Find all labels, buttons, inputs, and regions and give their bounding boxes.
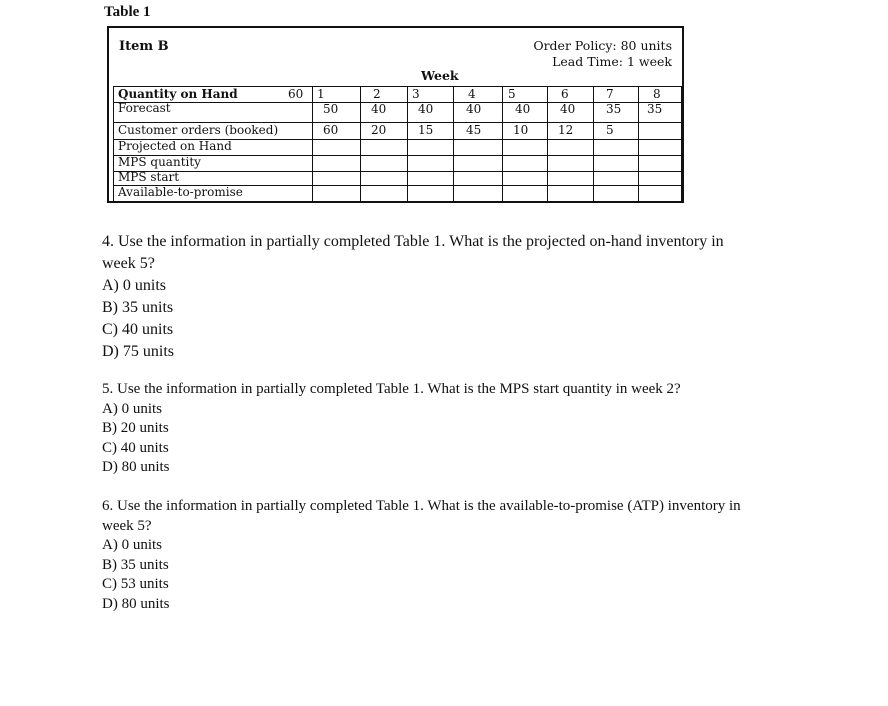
- atp-label: Available-to-promise: [118, 185, 243, 199]
- question-6: [102, 497, 741, 614]
- item-label: Item B: [119, 39, 169, 54]
- order-cell: 20: [360, 122, 408, 139]
- option-c: C) 40 units: [102, 321, 174, 338]
- empty-cell: [502, 171, 548, 185]
- empty-cell: [502, 155, 548, 171]
- order-policy: Order Policy: 80 units: [533, 38, 672, 53]
- forecast-cell: 40: [407, 102, 454, 122]
- row-projected: [114, 139, 681, 156]
- order-cell: 10: [502, 122, 548, 139]
- row-weeks: [114, 87, 681, 103]
- empty-cell: [453, 171, 503, 185]
- empty-cell: [547, 185, 594, 201]
- empty-cell: [638, 139, 684, 155]
- empty-cell: [547, 139, 594, 155]
- option-a: A) 0 units: [102, 400, 162, 417]
- mps-table: [107, 26, 684, 203]
- option-a: A) 0 units: [102, 537, 162, 553]
- mps-quantity-label: MPS quantity: [118, 155, 201, 169]
- week-cell: 2: [360, 87, 408, 102]
- forecast-cell: 40: [547, 102, 594, 122]
- projected-label: Projected on Hand: [118, 139, 232, 153]
- empty-cell: [502, 185, 548, 201]
- question-5: [102, 380, 681, 478]
- empty-cell: [593, 139, 639, 155]
- empty-cell: [453, 185, 503, 201]
- option-c: C) 40 units: [102, 439, 169, 456]
- week-cell: 5: [502, 87, 548, 102]
- order-cell: [638, 122, 684, 139]
- empty-cell: [407, 155, 454, 171]
- row-mps-start: [114, 171, 681, 186]
- order-cell: 5: [593, 122, 639, 139]
- empty-cell: [502, 139, 548, 155]
- row-atp: [114, 185, 681, 201]
- week-cell: 1: [312, 87, 361, 102]
- empty-cell: [407, 185, 454, 201]
- option-b: B) 35 units: [102, 556, 169, 573]
- forecast-cell: 40: [502, 102, 548, 122]
- order-cell: 15: [407, 122, 454, 139]
- row-mps-quantity: [114, 155, 681, 172]
- week-cell: 7: [593, 87, 639, 102]
- week-cell: 3: [407, 87, 454, 102]
- empty-cell: [312, 185, 361, 201]
- empty-cell: [312, 171, 361, 185]
- empty-cell: [593, 171, 639, 185]
- empty-cell: [360, 139, 408, 155]
- question-4-text-cont: week 5?: [102, 255, 155, 272]
- mps-grid: [113, 86, 682, 202]
- lead-time: Lead Time: 1 week: [552, 54, 672, 69]
- empty-cell: [312, 139, 361, 155]
- question-6-text: 6. Use the information in partially completed Table 1. What is the available-to-promise (ATP) inventory in: [102, 498, 741, 514]
- policy-block: [533, 38, 672, 70]
- option-b: B) 20 units: [102, 420, 169, 436]
- forecast-cell: 35: [638, 102, 684, 122]
- empty-cell: [360, 171, 408, 185]
- empty-cell: [312, 155, 361, 171]
- forecast-cell: 35: [593, 102, 639, 122]
- empty-cell: [453, 155, 503, 171]
- quantity-on-hand-value: 60: [288, 87, 304, 101]
- empty-cell: [547, 171, 594, 185]
- forecast-cell: 50: [312, 102, 361, 122]
- option-a: A) 0 units: [102, 277, 166, 294]
- question-4: [102, 231, 724, 363]
- empty-cell: [638, 171, 684, 185]
- week-cell: 6: [547, 87, 594, 102]
- table-title: Table 1: [104, 4, 151, 20]
- empty-cell: [453, 139, 503, 155]
- empty-cell: [407, 171, 454, 185]
- row-forecast: [114, 102, 681, 123]
- question-5-text: 5. Use the information in partially completed Table 1. What is the MPS start quantity in week 2?: [102, 381, 681, 397]
- empty-cell: [593, 185, 639, 201]
- mps-start-label: MPS start: [118, 170, 180, 184]
- empty-cell: [638, 185, 684, 201]
- week-cell: 8: [638, 87, 684, 102]
- option-d: D) 80 units: [102, 595, 170, 612]
- order-cell: 12: [547, 122, 594, 139]
- empty-cell: [593, 155, 639, 171]
- empty-cell: [407, 139, 454, 155]
- forecast-label: Forecast: [118, 101, 171, 115]
- empty-cell: [638, 155, 684, 171]
- question-6-text-cont: week 5?: [102, 517, 152, 534]
- week-header: Week: [421, 68, 459, 83]
- week-cell: 4: [453, 87, 503, 102]
- empty-cell: [360, 155, 408, 171]
- customer-orders-label: Customer orders (booked): [118, 123, 279, 137]
- forecast-cell: 40: [453, 102, 503, 122]
- row-customer-orders: [114, 122, 681, 140]
- empty-cell: [547, 155, 594, 171]
- quantity-on-hand-label: Quantity on Hand: [118, 87, 238, 101]
- order-cell: 60: [312, 122, 361, 139]
- option-c: C) 53 units: [102, 576, 169, 592]
- option-d: D) 80 units: [102, 459, 170, 475]
- question-4-text: 4. Use the information in partially completed Table 1. What is the projected on-hand inventory in: [102, 233, 724, 250]
- option-d: D) 75 units: [102, 343, 174, 360]
- option-b: B) 35 units: [102, 299, 174, 316]
- empty-cell: [360, 185, 408, 201]
- forecast-cell: 40: [360, 102, 408, 122]
- order-cell: 45: [453, 122, 503, 139]
